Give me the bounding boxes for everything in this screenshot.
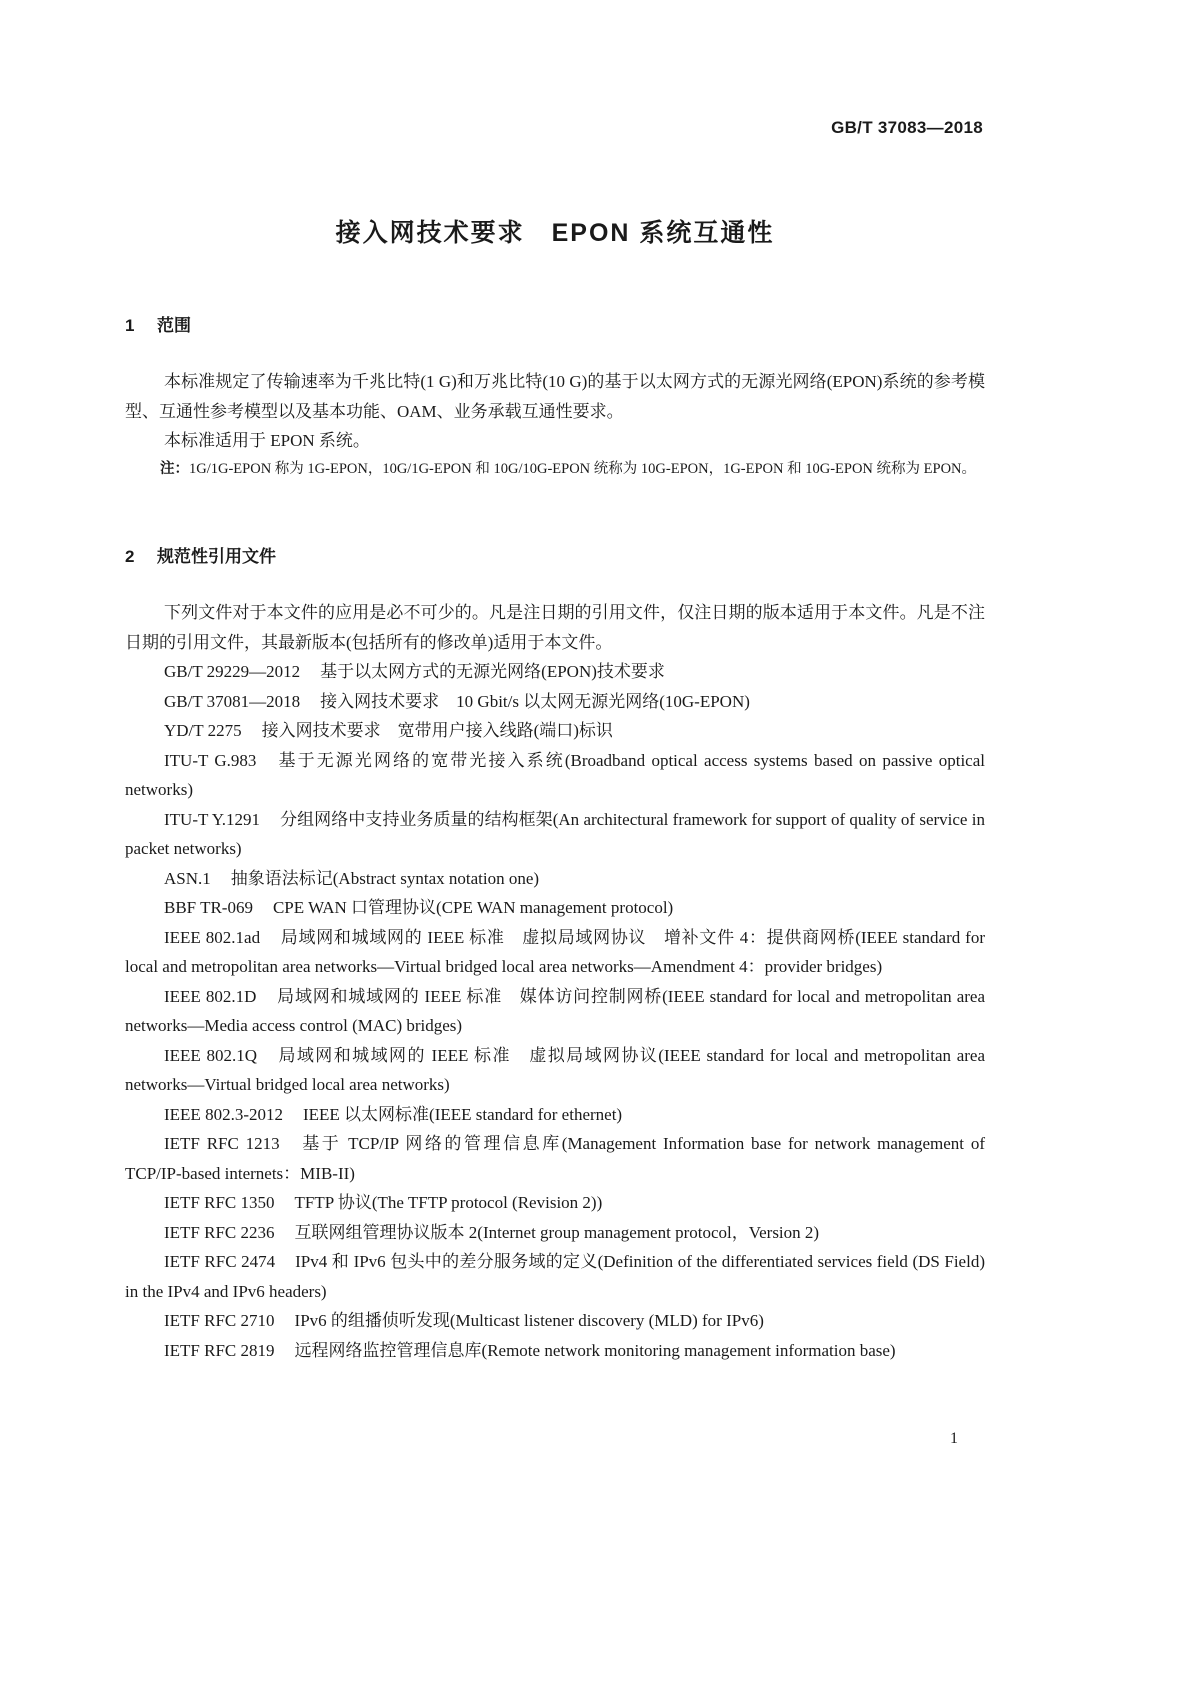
- reference-title: 局域网和城域网的 IEEE 标准 虚拟局域网协议 增补文件 4：提供商网桥(IEEE standard for local and metropolitan area networks—Virtual bridged local area networks—Amendment 4：provider bridges): [125, 927, 986, 976]
- reference-title: 基于无源光网络的宽带光接入系统(Broadband optical access systems based on passive optical networks): [125, 750, 985, 799]
- section-heading-normative-references: [125, 542, 276, 567]
- reference-title: 抽象语法标记(Abstract syntax notation one): [230, 868, 540, 888]
- standard-number: GB/T 37083—2018: [831, 118, 983, 137]
- reference-code: GB/T 29229—2012: [164, 662, 301, 681]
- reference-item: [125, 893, 985, 923]
- intro-paragraph: 下列文件对于本文件的应用是必不可少的。凡是注日期的引用文件，仅注日期的版本适用于本文件。凡是不注日期的引用文件，其最新版本(包括所有的修改单)适用于本文件。: [125, 603, 985, 652]
- reference-item: [125, 1041, 985, 1100]
- reference-code: IETF RFC 1350: [164, 1193, 275, 1212]
- reference-item: [125, 1218, 985, 1248]
- reference-item: [125, 805, 985, 864]
- note-text: 1G/1G-EPON 称为 1G-EPON，10G/1G-EPON 和 10G/10G-EPON 统称为 10G-EPON，1G-EPON 和 10G-EPON 统称为 EPON。: [189, 461, 977, 477]
- reference-title: 分组网络中支持业务质量的结构框架(An architectural framework for support of quality of service in packet networks): [125, 809, 985, 858]
- reference-item: [125, 864, 985, 894]
- section-title: 范围: [157, 316, 191, 335]
- reference-code: GB/T 37081—2018: [164, 691, 301, 711]
- document-title: 接入网技术要求 EPON 系统互通性: [335, 219, 775, 247]
- reference-item: [125, 687, 985, 717]
- reference-item: [125, 1100, 985, 1130]
- reference-title: TFTP 协议(The TFTP protocol (Revision 2)): [294, 1193, 603, 1212]
- note: [160, 456, 985, 483]
- page-number: 1: [950, 1430, 958, 1447]
- reference-item: [125, 1188, 985, 1218]
- reference-title: IPv6 的组播侦听发现(Multicast listener discovery (MLD) for IPv6): [294, 1311, 764, 1330]
- reference-code: BBF TR-069: [164, 898, 253, 917]
- reference-title: IPv4 和 IPv6 包头中的差分服务域的定义(Definition of the differentiated services field (DS Field) in the IPv4 and IPv6 headers): [125, 1252, 985, 1301]
- reference-code: YD/T 2275: [164, 721, 242, 740]
- reference-code: IETF RFC 2710: [164, 1311, 275, 1330]
- reference-title: 局域网和城域网的 IEEE 标准 虚拟局域网协议(IEEE standard for local and metropolitan area networks—Virtual bridged local area networks): [125, 1045, 986, 1094]
- reference-title: 接入网技术要求 宽带用户接入线路(端口)标识: [261, 721, 613, 740]
- paragraph: 本标准适用于 EPON 系统。: [164, 431, 370, 450]
- section-heading-scope: [125, 311, 191, 336]
- reference-title: 基于 TCP/IP 网络的管理信息库(Management Information base for network management of TCP/IP-based internets：MIB-II): [125, 1134, 985, 1183]
- reference-code: ITU-T G.983: [164, 750, 257, 770]
- reference-item: [125, 982, 985, 1041]
- reference-code: IETF RFC 2474: [164, 1252, 276, 1271]
- scope-text: [125, 367, 985, 456]
- reference-code: IEEE 802.1D: [164, 986, 257, 1006]
- reference-item: [125, 923, 985, 982]
- paragraph: 本标准规定了传输速率为千兆比特(1 G)和万兆比特(10 G)的基于以太网方式的无源光网络(EPON)系统的参考模型、互通性参考模型以及基本功能、OAM、业务承载互通性要求。: [125, 372, 985, 421]
- reference-code: IEEE 802.1Q: [164, 1045, 258, 1065]
- reference-item: [125, 716, 985, 746]
- reference-title: 互联网组管理协议版本 2(Internet group management protocol，Version 2): [294, 1222, 820, 1242]
- reference-list: [125, 598, 985, 1365]
- reference-item: [125, 1336, 985, 1366]
- reference-code: IEEE 802.3-2012: [164, 1104, 283, 1124]
- note-label: 注：: [160, 461, 189, 477]
- section-number: 2: [125, 547, 135, 566]
- reference-item: [125, 1306, 985, 1336]
- reference-title: 接入网技术要求 10 Gbit/s 以太网无源光网络(10G-EPON): [320, 691, 750, 711]
- reference-code: ASN.1: [164, 868, 211, 888]
- reference-title: IEEE 以太网标准(IEEE standard for ethernet): [302, 1104, 623, 1124]
- reference-item: [125, 1247, 985, 1306]
- reference-title: 远程网络监控管理信息库(Remote network monitoring management information base): [294, 1340, 896, 1360]
- reference-title: CPE WAN 口管理协议(CPE WAN management protocol): [272, 898, 674, 917]
- reference-code: IEEE 802.1ad: [164, 927, 261, 947]
- section-number: 1: [125, 316, 135, 335]
- reference-code: IETF RFC 2236: [164, 1222, 275, 1242]
- reference-item: [125, 657, 985, 687]
- reference-item: [125, 746, 985, 805]
- reference-code: ITU-T Y.1291: [164, 809, 261, 829]
- reference-item: [125, 1129, 985, 1188]
- reference-title: 基于以太网方式的无源光网络(EPON)技术要求: [320, 662, 665, 681]
- reference-title: 局域网和城域网的 IEEE 标准 媒体访问控制网桥(IEEE standard for local and metropolitan area networks—Media access control (MAC) bridges): [125, 986, 986, 1035]
- reference-code: IETF RFC 2819: [164, 1340, 275, 1360]
- reference-code: IETF RFC 1213: [164, 1134, 280, 1153]
- section-title: 规范性引用文件: [157, 547, 276, 566]
